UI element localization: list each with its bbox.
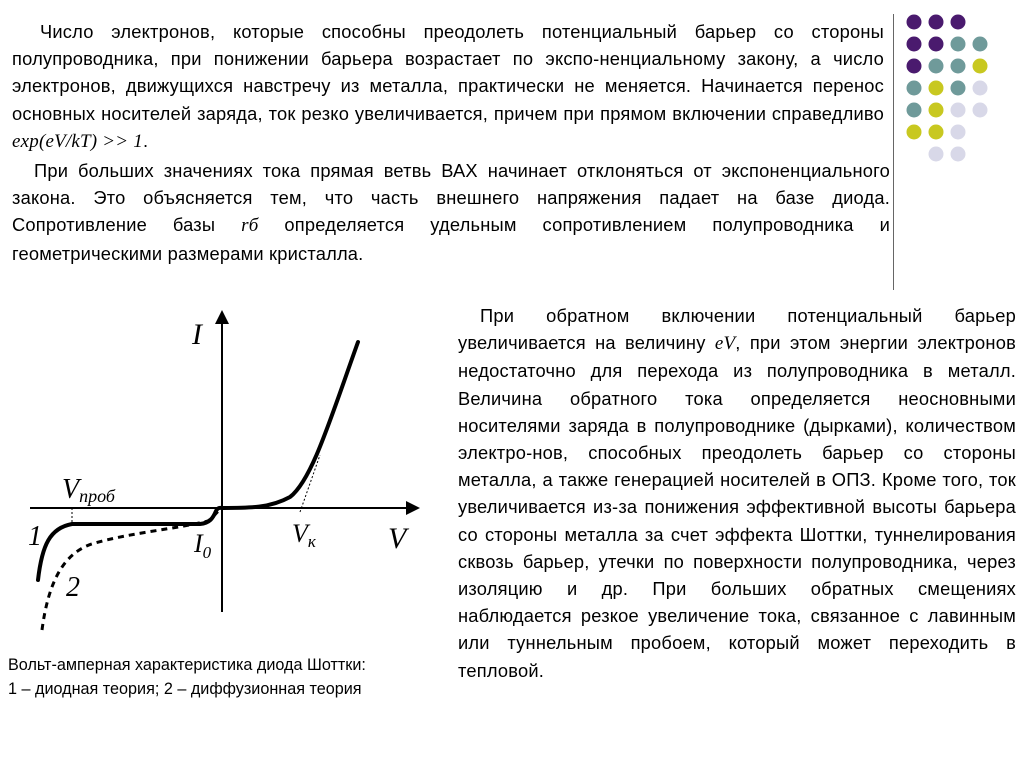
decorative-dot xyxy=(907,59,922,74)
label-v-k-sub: к xyxy=(307,532,316,551)
figure-caption xyxy=(8,653,453,701)
decorative-dot xyxy=(929,147,944,162)
decorative-dot xyxy=(973,81,988,96)
decorative-dot-grid xyxy=(906,14,1016,164)
paragraph-high-current xyxy=(12,157,890,267)
paragraph-reverse-bias xyxy=(458,302,1016,684)
decorative-dot xyxy=(929,81,944,96)
decorative-dot xyxy=(929,15,944,30)
p2-text: При больших значениях тока прямая ветвь ВАХ начинает отклоняться от экспоненциального закона. Это объясняется тем, что часть внешнего напряжения падает на базе диода. Сопротивление базы xyxy=(12,160,890,236)
decorative-dot xyxy=(907,125,922,140)
decorative-dot xyxy=(907,103,922,118)
p1-end: . xyxy=(142,129,149,151)
p2-end: определяется удельным сопротивлением полупроводника и геометрическими размерами кристалла. xyxy=(12,214,890,264)
label-i0-main: I xyxy=(194,529,203,558)
decorative-dot xyxy=(907,37,922,52)
p1-text: Число электронов, которые способны преодолеть потенциальный барьер со стороны полупроводника, при понижении барьера возрастает по экспо-ненциальному закону, а число электронов, движущихся навстречу из металла, практически не меняется. Начинается перенос основных носителей заряда, ток резко увеличивается, причем при прямом включении справедливо xyxy=(12,21,884,124)
decorative-dot xyxy=(907,15,922,30)
decorative-dot xyxy=(951,147,966,162)
caption-line-1: Вольт-амперная характеристика диода Шоттки: xyxy=(8,656,366,674)
label-axis-i: I xyxy=(192,318,202,351)
label-curve-2: 2 xyxy=(66,572,80,603)
decorative-dot xyxy=(973,103,988,118)
label-i0 xyxy=(193,529,212,562)
p1-formula: exp(eV/kT) >> 1 xyxy=(12,130,143,152)
label-v-break-sub: проб xyxy=(79,486,115,506)
vertical-divider xyxy=(893,14,894,290)
decorative-dot xyxy=(951,15,966,30)
decorative-dot xyxy=(951,81,966,96)
decorative-dot xyxy=(929,37,944,52)
p2-symbol: rб xyxy=(241,215,259,237)
p3-end: , при этом энергии электронов недостаточно для перехода из полупроводника в металл. Величина обратного тока определяется неосновными носителями заряда в полупроводнике (дырками), количеством электро-нов, способных преодолеть барьер со стороны металла, а также генерацией носителей в ОПЗ. Кроме того, ток увеличивается из-за понижения эффективной высоты барьера со стороны металла за счет эффекта Шоттки, туннелирования сквозь барьер, утечки по поверхности полупроводника, через изоляцию и др. При больших обратных смещениях наблюдается резкое увеличение тока, связанное с лавинным или туннельным пробоем, который может переходить в тепловой. xyxy=(458,332,1016,681)
decorative-dot xyxy=(951,37,966,52)
decorative-dot xyxy=(951,125,966,140)
decorative-dot xyxy=(929,125,944,140)
label-i0-sub: 0 xyxy=(202,543,212,562)
p3-text: При обратном включении потенциальный барьер увеличивается на величину xyxy=(458,305,1016,354)
label-v-break xyxy=(62,474,116,506)
decorative-dot xyxy=(929,59,944,74)
decorative-dot xyxy=(951,59,966,74)
decorative-dot xyxy=(951,103,966,118)
label-v-break-main: V xyxy=(62,474,80,505)
caption-line-2: 1 – диодная теория; 2 – диффузионная теория xyxy=(8,680,362,698)
iv-characteristic-graph xyxy=(0,300,440,640)
decorative-dot xyxy=(973,59,988,74)
decorative-dot xyxy=(929,103,944,118)
label-curve-1: 1 xyxy=(28,521,42,552)
decorative-dot xyxy=(907,81,922,96)
label-axis-v: V xyxy=(388,522,407,555)
paragraph-barrier-lowering xyxy=(12,18,884,155)
label-v-k-main: V xyxy=(292,519,308,548)
p3-symbol: eV xyxy=(714,333,736,355)
decorative-dot xyxy=(973,37,988,52)
label-v-k xyxy=(292,519,317,551)
